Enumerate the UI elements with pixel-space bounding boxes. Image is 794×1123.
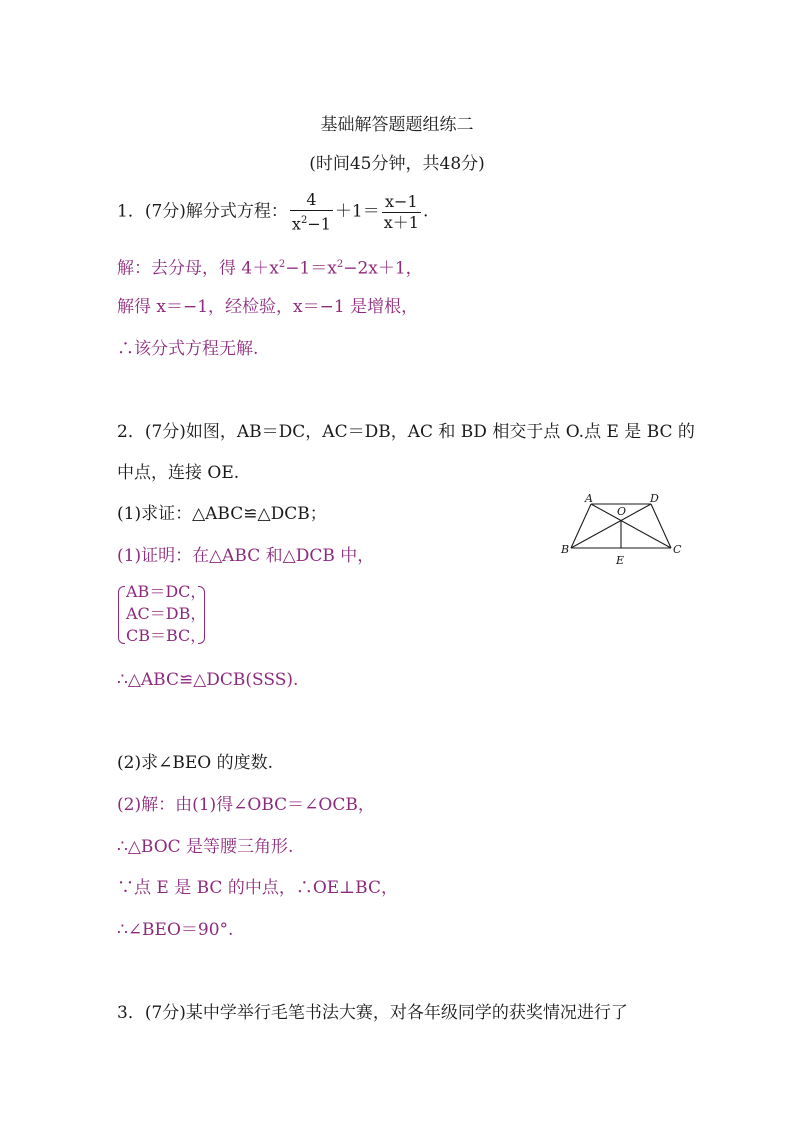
label-C: C	[673, 543, 682, 556]
q2-answer2-line3: ∵点 E 是 BC 的中点，∴OE⊥BC，	[117, 878, 398, 898]
segment-DC	[651, 504, 671, 548]
q1-answer-line2: 解得 x＝−1，经检验，x＝−1 是增根，	[117, 297, 419, 317]
q1-fraction-right	[382, 192, 421, 233]
label-B: B	[561, 543, 570, 556]
q1-ans1-c: −2x＋1，	[343, 258, 423, 279]
system-right-brace	[198, 586, 205, 644]
page-subtitle: (时间45分钟，共48分)	[309, 154, 485, 174]
q1-frac1-den-base: x	[291, 214, 301, 234]
q2-part2: (2)求∠BEO 的度数.	[117, 753, 273, 773]
label-O: O	[617, 505, 627, 518]
geometry-figure	[555, 490, 685, 570]
q1-suffix: .	[422, 201, 429, 222]
q1-frac1-den-exp: 2	[300, 215, 308, 226]
q1-middle: ＋1＝	[334, 201, 380, 222]
system-row: AC＝DB，	[126, 604, 207, 623]
q1-ans1-exp2: 2	[336, 259, 344, 270]
system-left-brace	[118, 586, 125, 644]
q2-conclusion1: ∴△ABC≌△DCB(SSS).	[117, 670, 299, 690]
label-D: D	[650, 492, 659, 505]
system-row: AB＝DC，	[126, 582, 207, 601]
q1-frac1-denominator	[290, 211, 333, 234]
q1-frac1-numerator: 4	[290, 190, 333, 211]
q1-prefix: 1．(7分)解分式方程：	[117, 201, 288, 222]
q2-statement-line1: 2．(7分)如图，AB＝DC，AC＝DB，AC 和 BD 相交于点 O.点 E 是 BC 的	[117, 422, 695, 442]
label-A: A	[585, 492, 593, 505]
page-title: 基础解答题题组练二	[320, 115, 474, 135]
q2-answer2-line4: ∴∠BEO＝90°.	[117, 920, 234, 940]
label-E: E	[616, 554, 625, 567]
system-row: CB＝BC，	[126, 626, 207, 645]
segment-AC	[591, 504, 671, 548]
q1-frac2-denominator: x＋1	[383, 212, 419, 232]
q1-answer-line1	[117, 254, 423, 280]
q2-answer2-line1: (2)解：由(1)得∠OBC＝∠OCB，	[117, 795, 375, 815]
segment-AB	[571, 504, 591, 548]
q1-frac2-numerator: x−1	[382, 192, 421, 213]
q1-statement	[117, 190, 428, 234]
q1-frac1-den-rest: −1	[307, 214, 331, 234]
q2-answer2-line2: ∴△BOC 是等腰三角形.	[117, 837, 294, 857]
q1-ans1-exp1: 2	[278, 259, 286, 270]
q2-proof-intro: (1)证明：在△ABC 和△DCB 中，	[117, 546, 375, 566]
segment-DB	[571, 504, 651, 548]
q1-ans1-a: 解：去分母，得 4＋x	[117, 258, 279, 279]
q1-answer-line3: ∴该分式方程无解.	[117, 339, 259, 359]
q3-statement-line1: 3．(7分)某中学举行毛笔书法大赛，对各年级同学的获奖情况进行了	[117, 1003, 628, 1023]
q2-statement-line2: 中点，连接 OE.	[117, 463, 240, 483]
q2-part1: (1)求证：△ABC≌△DCB；	[117, 504, 327, 524]
q1-ans1-b: −1＝x	[285, 258, 337, 279]
q1-fraction-left	[290, 190, 333, 234]
